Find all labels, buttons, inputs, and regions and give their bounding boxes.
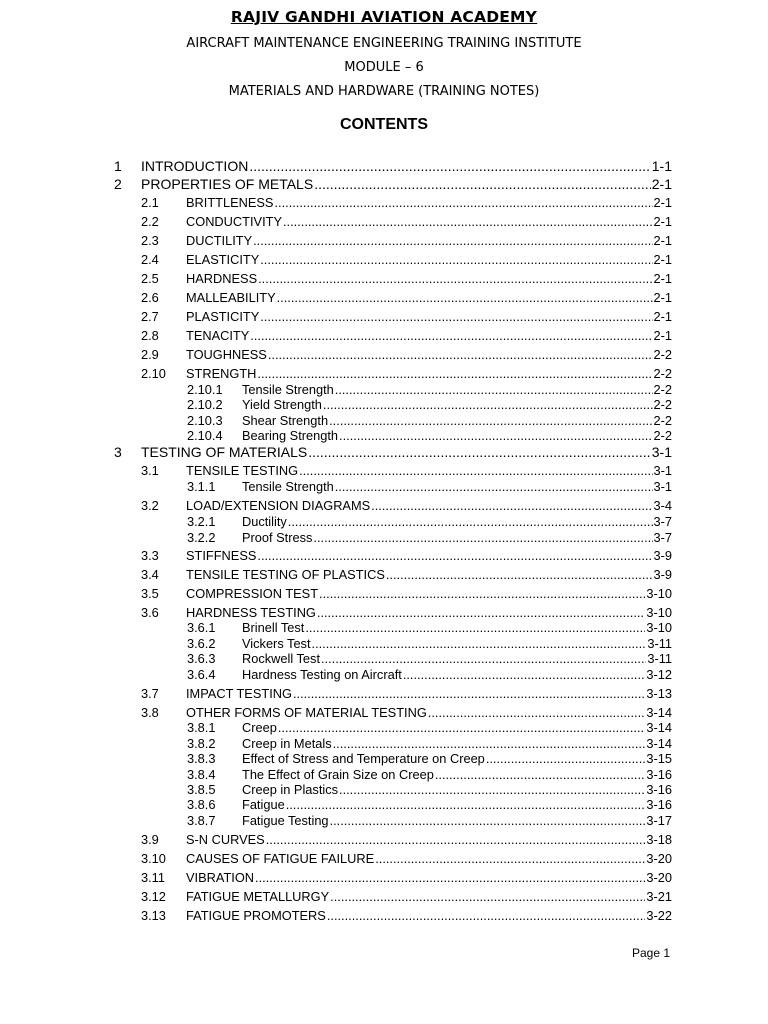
toc-entry [141, 851, 672, 866]
toc-entry-page: 2-1 [653, 309, 672, 324]
toc-entry-title: HARDNESS [186, 271, 258, 286]
toc-entry [141, 252, 672, 267]
toc-entry-title: Tensile Strength [242, 382, 334, 397]
toc-dot-leader [283, 214, 653, 229]
toc-entry [187, 479, 672, 494]
toc-entry-title: INTRODUCTION [141, 158, 249, 174]
toc-entry-page: 2-2 [653, 366, 672, 381]
toc-entry-title: STRENGTH [186, 366, 257, 381]
toc-entry-number: 3.3 [141, 548, 159, 563]
toc-entry-number: 3.8.1 [187, 720, 216, 735]
toc-dot-leader [257, 366, 652, 381]
toc-entry-title: TESTING OF MATERIALS [141, 444, 308, 460]
toc-entry-page: 2-1 [653, 195, 672, 210]
toc-entry-title: PLASTICITY [186, 309, 260, 324]
toc-entry-page: 2-1 [653, 214, 672, 229]
toc-dot-leader [305, 620, 645, 635]
toc-entry [187, 751, 672, 766]
toc-dot-leader [323, 397, 653, 412]
toc-entry [141, 870, 672, 885]
toc-dot-leader [371, 498, 652, 513]
toc-entry-title: Creep [242, 720, 277, 735]
toc-entry [141, 328, 672, 343]
toc-entry-title: Rockwell Test [242, 651, 320, 666]
toc-entry-number: 2.10.3 [187, 413, 223, 428]
toc-entry [141, 705, 672, 720]
toc-entry [187, 667, 672, 682]
toc-entry-title: TENSILE TESTING OF PLASTICS [186, 567, 385, 582]
toc-entry-number: 3.2 [141, 498, 159, 513]
toc-entry-number: 2.5 [141, 271, 159, 286]
toc-entry-title: HARDNESS TESTING [186, 605, 316, 620]
toc-entry-title: CAUSES OF FATIGUE FAILURE [186, 851, 375, 866]
toc-entry-number: 3.2.1 [187, 514, 216, 529]
toc-entry [141, 463, 672, 478]
toc-entry-page: 2-1 [653, 271, 672, 286]
toc-dot-leader [317, 605, 645, 620]
toc-entry-title: The Effect of Grain Size on Creep [242, 767, 434, 782]
toc-entry-page: 2-1 [653, 290, 672, 305]
toc-dot-leader [321, 651, 646, 666]
toc-entry [187, 428, 672, 443]
toc-entry-number: 3 [114, 444, 122, 460]
toc-dot-leader [313, 530, 652, 545]
toc-entry [187, 636, 672, 651]
toc-entry-page: 3-17 [646, 813, 672, 828]
toc-entry-title: Creep in Metals [242, 736, 332, 751]
toc-entry-title: IMPACT TESTING [186, 686, 292, 701]
toc-entry [114, 176, 672, 192]
toc-entry-page: 3-7 [653, 530, 672, 545]
toc-dot-leader [386, 567, 653, 582]
toc-entry-page: 2-2 [653, 347, 672, 362]
toc-entry-title: OTHER FORMS OF MATERIAL TESTING [186, 705, 427, 720]
toc-dot-leader [335, 479, 653, 494]
toc-entry-title: S-N CURVES [186, 832, 265, 847]
toc-entry-number: 2.10.4 [187, 428, 223, 443]
toc-entry-number: 3.1 [141, 463, 159, 478]
toc-entry [141, 271, 672, 286]
toc-entry-title: Yield Strength [242, 397, 322, 412]
toc-dot-leader [293, 686, 645, 701]
toc-entry [141, 686, 672, 701]
contents-heading: CONTENTS [340, 116, 428, 133]
toc-entry-page: 2-2 [653, 413, 672, 428]
toc-entry-page: 3-16 [646, 767, 672, 782]
toc-entry-title: Hardness Testing on Aircraft [242, 667, 402, 682]
toc-entry-title: FATIGUE METALLURGY [186, 889, 330, 904]
toc-entry-number: 3.8 [141, 705, 159, 720]
toc-dot-leader [330, 813, 646, 828]
toc-dot-leader [428, 705, 646, 720]
toc-entry-number: 3.10 [141, 851, 166, 866]
toc-entry-title: BRITTLENESS [186, 195, 274, 210]
toc-dot-leader [329, 413, 652, 428]
toc-dot-leader [258, 271, 652, 286]
toc-entry-page: 1-1 [651, 158, 672, 174]
toc-entry-page: 3-21 [646, 889, 672, 904]
toc-entry-title: VIBRATION [186, 870, 255, 885]
toc-entry [187, 514, 672, 529]
toc-entry-page: 2-1 [653, 328, 672, 343]
toc-entry [141, 309, 672, 324]
toc-entry-page: 3-15 [646, 751, 672, 766]
toc-entry-page: 2-2 [653, 428, 672, 443]
toc-dot-leader [266, 832, 646, 847]
toc-entry-number: 2.2 [141, 214, 159, 229]
toc-dot-leader [255, 870, 645, 885]
toc-entry-number: 2 [114, 176, 122, 192]
toc-entry-number: 3.5 [141, 586, 159, 601]
toc-dot-leader [333, 736, 646, 751]
toc-entry-title: Effect of Stress and Temperature on Creep [242, 751, 485, 766]
toc-entry-page: 3-9 [653, 567, 672, 582]
toc-dot-leader [375, 851, 645, 866]
toc-dot-leader [339, 782, 645, 797]
toc-dot-leader [312, 636, 647, 651]
toc-entry-title: Ductility [242, 514, 287, 529]
toc-entry-number: 3.6.4 [187, 667, 216, 682]
toc-entry-number: 2.1 [141, 195, 159, 210]
toc-entry-page: 2-2 [653, 382, 672, 397]
toc-entry-page: 3-12 [646, 667, 672, 682]
toc-entry [141, 366, 672, 381]
toc-dot-leader [403, 667, 646, 682]
toc-entry [141, 548, 672, 563]
toc-entry [114, 444, 672, 460]
toc-entry-page: 3-18 [646, 832, 672, 847]
toc-entry [141, 214, 672, 229]
toc-entry-page: 3-7 [653, 514, 672, 529]
toc-entry-page: 3-14 [646, 705, 672, 720]
toc-entry-number: 3.6.2 [187, 636, 216, 651]
toc-entry [114, 158, 672, 174]
toc-dot-leader [286, 797, 646, 812]
toc-entry-number: 2.10.2 [187, 397, 223, 412]
toc-entry-number: 3.11 [141, 870, 165, 885]
toc-entry [141, 889, 672, 904]
toc-entry-number: 3.8.6 [187, 797, 216, 812]
toc-dot-leader [308, 444, 651, 460]
toc-entry-number: 3.9 [141, 832, 159, 847]
toc-entry [187, 413, 672, 428]
toc-entry-title: Proof Stress [242, 530, 313, 545]
toc-entry [141, 347, 672, 362]
toc-entry-title: Fatigue [242, 797, 285, 812]
toc-entry [187, 620, 672, 635]
toc-entry-number: 3.12 [141, 889, 166, 904]
toc-dot-leader [253, 233, 652, 248]
toc-entry [187, 782, 672, 797]
toc-entry-page: 3-14 [646, 736, 672, 751]
institute-title: AIRCRAFT MAINTENANCE ENGINEERING TRAINING INSTITUTE [186, 36, 582, 51]
toc-entry [141, 195, 672, 210]
toc-entry-page: 3-10 [646, 605, 672, 620]
toc-entry [187, 720, 672, 735]
toc-dot-leader [250, 328, 652, 343]
module-title: MODULE – 6 [344, 60, 424, 75]
toc-entry-page: 3-22 [646, 908, 672, 923]
toc-entry-page: 3-9 [653, 548, 672, 563]
toc-dot-leader [260, 252, 652, 267]
toc-entry-page: 2-1 [651, 176, 672, 192]
toc-entry-page: 3-11 [647, 636, 672, 651]
toc-entry-page: 3-20 [646, 851, 672, 866]
toc-entry [187, 736, 672, 751]
toc-entry-number: 3.8.2 [187, 736, 216, 751]
toc-entry-title: TENACITY [186, 328, 250, 343]
toc-entry [141, 290, 672, 305]
toc-entry-title: Shear Strength [242, 413, 329, 428]
toc-entry-number: 2.3 [141, 233, 159, 248]
toc-entry [187, 651, 672, 666]
toc-entry-title: Vickers Test [242, 636, 311, 651]
toc-entry-number: 2.8 [141, 328, 159, 343]
toc-entry-number: 2.4 [141, 252, 159, 267]
toc-entry-number: 3.8.7 [187, 813, 216, 828]
toc-entry-number: 3.8.3 [187, 751, 216, 766]
toc-entry [187, 530, 672, 545]
toc-entry-title: Tensile Strength [242, 479, 334, 494]
toc-entry-number: 3.6.3 [187, 651, 216, 666]
toc-entry [141, 233, 672, 248]
toc-dot-leader [330, 889, 645, 904]
toc-entry [187, 813, 672, 828]
toc-entry-page: 3-20 [646, 870, 672, 885]
toc-entry-title: Creep in Plastics [242, 782, 339, 797]
toc-entry-page: 2-2 [653, 397, 672, 412]
toc-dot-leader [288, 514, 653, 529]
toc-entry-number: 3.1.1 [187, 479, 216, 494]
toc-dot-leader [319, 586, 645, 601]
toc-entry-page: 3-10 [646, 620, 672, 635]
toc-entry-page: 2-1 [653, 252, 672, 267]
toc-entry-title: Brinell Test [242, 620, 305, 635]
toc-entry-title: MALLEABILITY [186, 290, 276, 305]
toc-entry-page: 3-1 [653, 463, 672, 478]
toc-entry-title: DUCTILITY [186, 233, 253, 248]
toc-entry-title: TOUGHNESS [186, 347, 267, 362]
toc-entry [141, 908, 672, 923]
toc-dot-leader [299, 463, 652, 478]
toc-entry-number: 3.2.2 [187, 530, 216, 545]
page-number: Page 1 [632, 946, 671, 960]
toc-entry-page: 3-16 [646, 782, 672, 797]
toc-entry-page: 3-14 [646, 720, 672, 735]
toc-entry-title: LOAD/EXTENSION DIAGRAMS [186, 498, 371, 513]
toc-entry-number: 2.10 [141, 366, 166, 381]
toc-entry-page: 2-1 [653, 233, 672, 248]
toc-dot-leader [268, 347, 653, 362]
toc-entry-title: ELASTICITY [186, 252, 260, 267]
toc-entry-number: 2.7 [141, 309, 159, 324]
toc-entry-number: 3.8.4 [187, 767, 216, 782]
toc-entry [141, 567, 672, 582]
toc-entry-title: FATIGUE PROMOTERS [186, 908, 326, 923]
toc-entry-number: 2.10.1 [187, 382, 223, 397]
toc-entry-number: 3.6.1 [187, 620, 216, 635]
toc-entry-number: 3.6 [141, 605, 159, 620]
toc-entry-title: Fatigue Testing [242, 813, 329, 828]
toc-entry-title: TENSILE TESTING [186, 463, 299, 478]
toc-entry-number: 2.6 [141, 290, 159, 305]
toc-entry-title: PROPERTIES OF METALS [141, 176, 314, 192]
toc-entry-page: 3-1 [651, 444, 672, 460]
toc-dot-leader [278, 720, 646, 735]
toc-dot-leader [435, 767, 646, 782]
toc-dot-leader [274, 195, 652, 210]
toc-entry-number: 3.13 [141, 908, 166, 923]
academy-title: RAJIV GANDHI AVIATION ACADEMY [230, 8, 538, 26]
toc-entry-number: 3.8.5 [187, 782, 216, 797]
toc-entry-title: COMPRESSION TEST [186, 586, 319, 601]
subject-title: MATERIALS AND HARDWARE (TRAINING NOTES) [228, 84, 540, 99]
toc-entry [187, 397, 672, 412]
toc-dot-leader [314, 176, 651, 192]
toc-entry [187, 382, 672, 397]
toc-dot-leader [339, 428, 652, 443]
toc-dot-leader [486, 751, 646, 766]
toc-entry [187, 767, 672, 782]
toc-entry-page: 3-13 [646, 686, 672, 701]
toc-entry-number: 2.9 [141, 347, 159, 362]
toc-dot-leader [277, 290, 653, 305]
toc-entry-page: 3-16 [646, 797, 672, 812]
toc-entry [141, 586, 672, 601]
toc-entry-page: 3-1 [653, 479, 672, 494]
toc-entry [141, 832, 672, 847]
toc-dot-leader [260, 309, 652, 324]
toc-entry-number: 1 [114, 158, 122, 174]
toc-dot-leader [335, 382, 653, 397]
toc-dot-leader [249, 158, 650, 174]
toc-entry-title: CONDUCTIVITY [186, 214, 282, 229]
toc-entry-title: Bearing Strength [242, 428, 339, 443]
toc-entry-number: 3.7 [141, 686, 159, 701]
toc-entry [141, 605, 672, 620]
toc-entry-page: 3-4 [653, 498, 672, 513]
toc-entry [141, 498, 672, 513]
toc-entry-page: 3-11 [647, 651, 672, 666]
toc-entry-title: STIFFNESS [186, 548, 257, 563]
toc-dot-leader [257, 548, 652, 563]
toc-entry-number: 3.4 [141, 567, 159, 582]
toc-dot-leader [327, 908, 646, 923]
toc-entry [187, 797, 672, 812]
toc-entry-page: 3-10 [646, 586, 672, 601]
